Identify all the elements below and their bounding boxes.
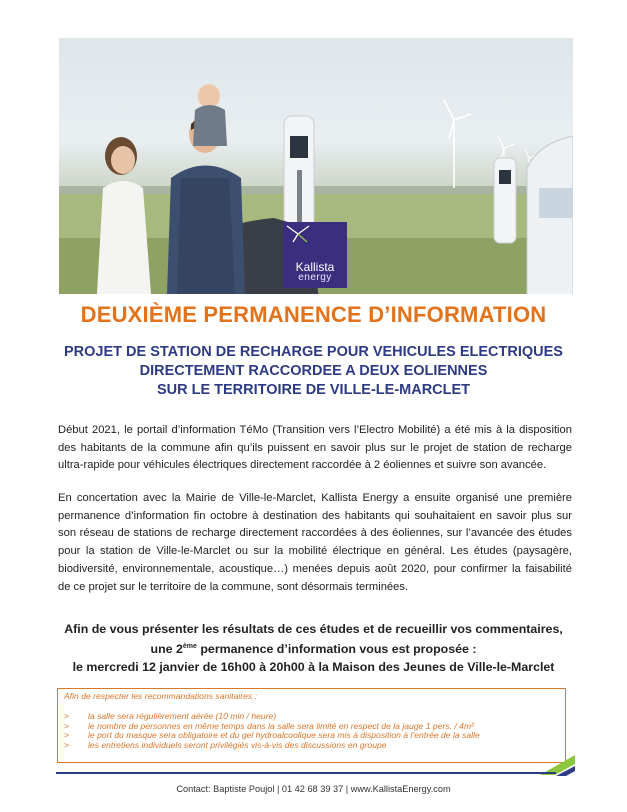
list-item-text: les entretiens individuels seront privilégiés vis-à-vis des discussions en groupe xyxy=(88,740,387,751)
intro-paragraph: Début 2021, le portail d’information TéMo (Transition vers l’Electro Mobilité) a été mis à la disposition des habitants de la commune afin qu’ils puissent en savoir plus sur le projet de station de recharge ultra-rapide pour véhicules électriques directement raccordée à 2 éoliennes et suivre son avancée. xyxy=(58,424,572,472)
subtitle-line: SUR LE TERRITOIRE DE VILLE-LE-MARCLET xyxy=(156,382,471,398)
announcement-text: permanence d’information vous est proposée : xyxy=(196,642,477,657)
sanitary-recommendations-box xyxy=(57,688,566,763)
kallista-logo xyxy=(283,222,347,288)
announcement-line: Afin de vous présenter les résultats de ces études et de recueillir vos commentaires, xyxy=(64,622,563,636)
concertation-paragraph: En concertation avec la Mairie de Ville-le-Marclet, Kallista Energy a ensuite organisé une première permanence d’information fin octobre à destination des habitants qui souhaitaient en savoir plus sur son réseau de stations de recharge directement raccordées à des éoliennes, sur l’avancée des études pour la station de Ville-le-Marclet ou sur la mobilité électrique en général. Les études (paysagère, biodiversité, environnementale, acoustique…) menées depuis août 2020, pour confirmer la faisabilité de ce projet sur le territoire de la commune, sont désormais terminées. xyxy=(58,492,572,593)
announcement xyxy=(0,620,627,676)
hero-image xyxy=(59,38,573,294)
family-illustration xyxy=(97,84,245,294)
recommendations-list xyxy=(64,712,564,751)
announcement-text: une 2 xyxy=(150,642,183,657)
logo-mark-icon xyxy=(283,222,313,246)
logo-subtitle: energy xyxy=(298,272,332,283)
chevron-right-icon: > xyxy=(64,730,70,741)
list-item-text: le port du masque sera obligatoire et du gel hydroalcoolique sera mis à disposition à l’entrée de la salle xyxy=(88,730,480,741)
list-item xyxy=(64,741,564,751)
chevron-right-icon: > xyxy=(64,740,70,751)
subtitle-line: PROJET DE STATION DE RECHARGE POUR VEHICULES ELECTRIQUES xyxy=(64,344,563,360)
page-title: DEUXIÈME PERMANENCE D’INFORMATION xyxy=(80,302,547,327)
list-item-text: le nombre de personnes en même temps dans la salle sera limité en respect de la jauge 1 pers. / 4m² xyxy=(88,720,474,731)
announcement-date: le mercredi 12 janvier de 16h00 à 20h00 à la Maison des Jeunes de Ville-le-Marclet xyxy=(72,660,555,675)
contact-footer: Contact: Baptiste Poujol | 01 42 68 39 37 | www.KallistaEnergy.com xyxy=(176,784,451,794)
recommendations-title: Afin de respecter les recommandations sanitaires : xyxy=(64,691,257,701)
ordinal-suffix: ème xyxy=(182,643,197,650)
chevron-right-icon: > xyxy=(64,711,70,721)
project-subtitle xyxy=(0,343,627,400)
chevron-right-icon: > xyxy=(64,720,70,731)
wind-turbine-icon xyxy=(444,100,471,188)
list-item-text: la salle sera régulièrement aérée (10 min / heure) xyxy=(88,711,277,721)
announcement-line xyxy=(0,638,627,658)
subtitle-line: DIRECTEMENT RACCORDEE A DEUX EOLIENNES xyxy=(139,363,488,379)
logo-name: Kallista xyxy=(295,260,335,274)
